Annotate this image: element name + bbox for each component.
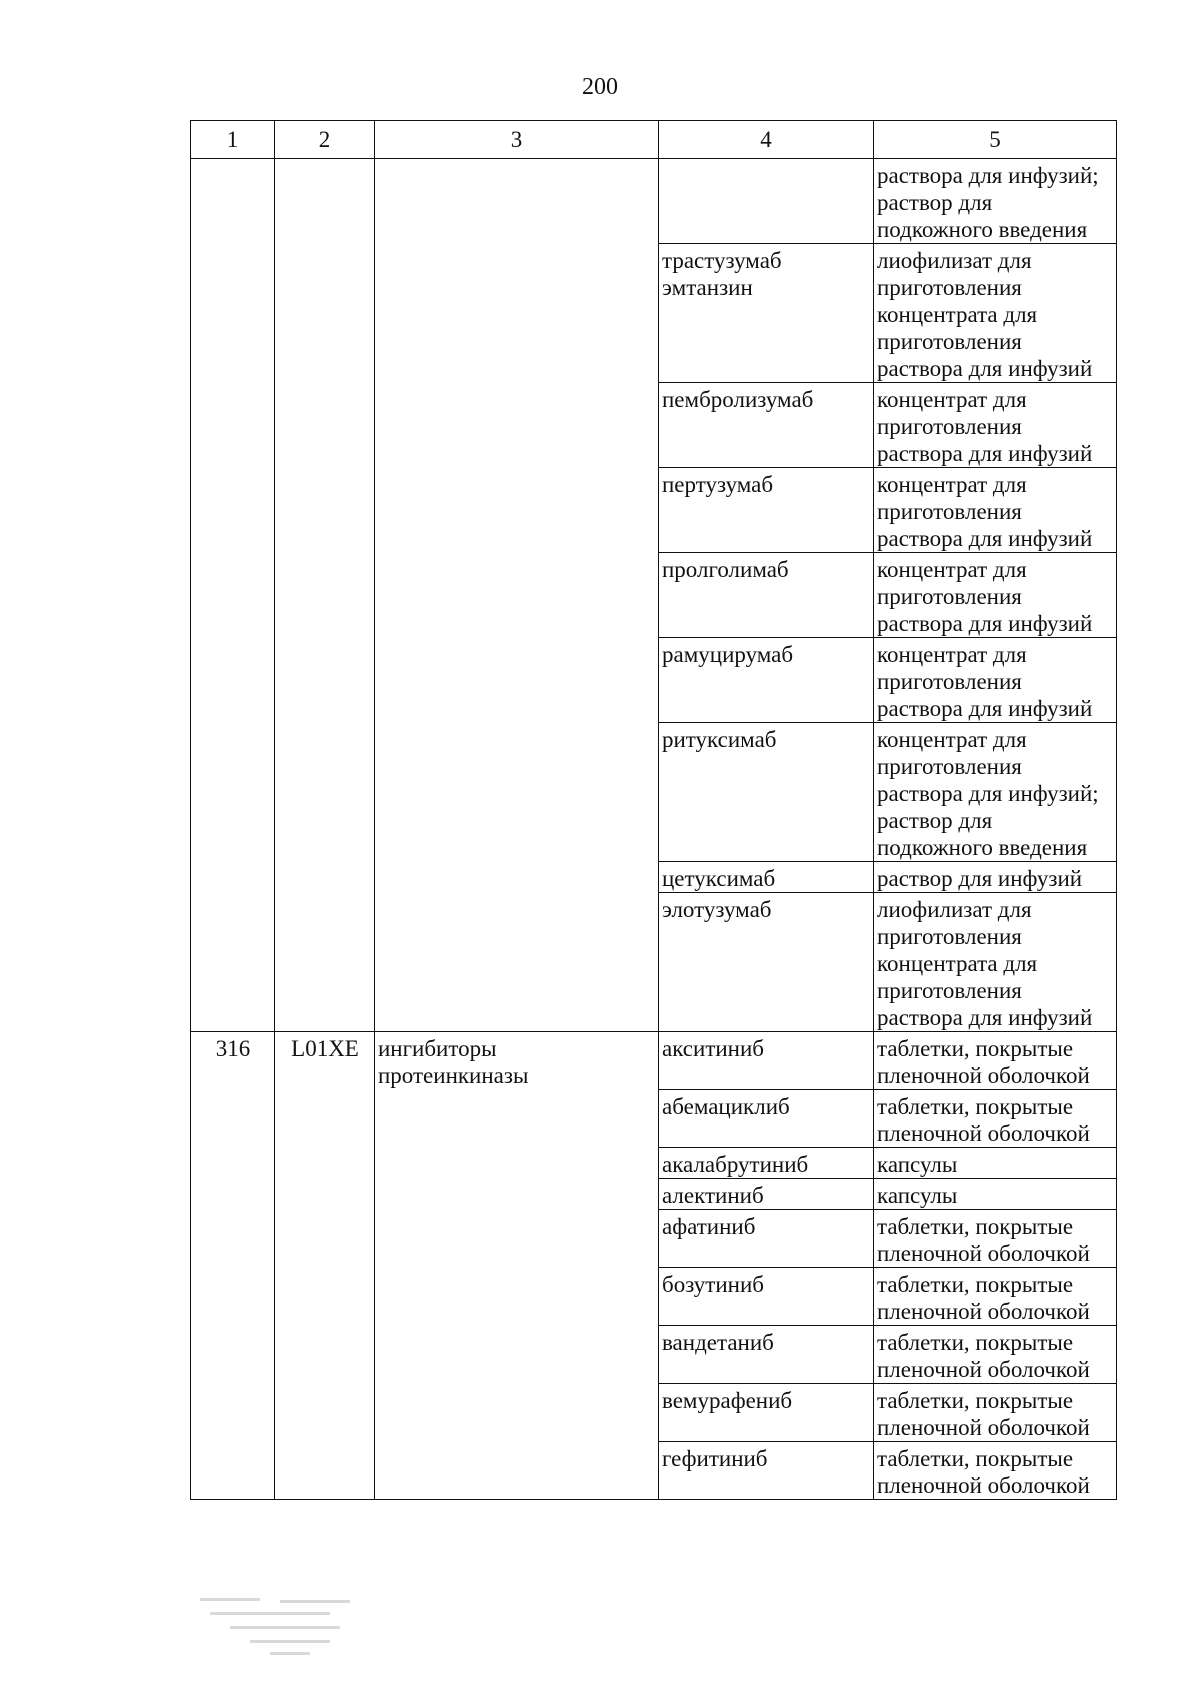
dosage-form-cell: концентрат для приготовления раствора для инфузий xyxy=(874,553,1117,638)
atc-code-cell: L01XE xyxy=(275,1032,375,1500)
drug-name-cell: гефитиниб xyxy=(659,1442,874,1500)
row-number-cell: 316 xyxy=(191,1032,275,1500)
dosage-form-cell: таблетки, покрытые пленочной оболочкой xyxy=(874,1090,1117,1148)
dosage-form-cell: таблетки, покрытые пленочной оболочкой xyxy=(874,1032,1117,1090)
drug-name-cell: акситиниб xyxy=(659,1032,874,1090)
dosage-form-cell: концентрат для приготовления раствора для инфузий xyxy=(874,383,1117,468)
group-name-cell xyxy=(375,159,659,1032)
medication-table xyxy=(190,120,1117,1500)
table-header-row xyxy=(191,121,1117,159)
dosage-form-cell: капсулы xyxy=(874,1179,1117,1210)
dosage-form-cell: таблетки, покрытые пленочной оболочкой xyxy=(874,1384,1117,1442)
dosage-form-cell: раствор для инфузий xyxy=(874,862,1117,893)
drug-name-cell: вемурафениб xyxy=(659,1384,874,1442)
drug-name-cell: пролголимаб xyxy=(659,553,874,638)
drug-name-cell: абемациклиб xyxy=(659,1090,874,1148)
dosage-form-cell: лиофилизат для приготовления концентрата для приготовления раствора для инфузий xyxy=(874,244,1117,383)
drug-name-cell xyxy=(659,159,874,244)
header-col-4: 4 xyxy=(659,121,874,159)
drug-name-cell: афатиниб xyxy=(659,1210,874,1268)
drug-name-cell: акалабрутиниб xyxy=(659,1148,874,1179)
drug-name-cell: бозутиниб xyxy=(659,1268,874,1326)
dosage-form-cell: концентрат для приготовления раствора для инфузий xyxy=(874,638,1117,723)
faint-stamp-mark xyxy=(190,1592,370,1664)
drug-name-cell: пертузумаб xyxy=(659,468,874,553)
drug-name-cell: элотузумаб xyxy=(659,893,874,1032)
header-col-3: 3 xyxy=(375,121,659,159)
dosage-form-cell: таблетки, покрытые пленочной оболочкой xyxy=(874,1268,1117,1326)
header-col-2: 2 xyxy=(275,121,375,159)
header-col-1: 1 xyxy=(191,121,275,159)
drug-name-cell: рамуцирумаб xyxy=(659,638,874,723)
drug-name-cell: ритуксимаб xyxy=(659,723,874,862)
dosage-form-cell: концентрат для приготовления раствора для инфузий; раствор для подкожного введения xyxy=(874,723,1117,862)
table-row xyxy=(191,1032,1117,1090)
atc-code-cell xyxy=(275,159,375,1032)
table-row xyxy=(191,159,1117,244)
group-name-cell: ингибиторы протеинкиназы xyxy=(375,1032,659,1500)
dosage-form-cell: капсулы xyxy=(874,1148,1117,1179)
dosage-form-cell: концентрат для приготовления раствора для инфузий xyxy=(874,468,1117,553)
header-col-5: 5 xyxy=(874,121,1117,159)
dosage-form-cell: таблетки, покрытые пленочной оболочкой xyxy=(874,1326,1117,1384)
row-number-cell xyxy=(191,159,275,1032)
page-number: 200 xyxy=(582,74,618,100)
drug-name-cell: алектиниб xyxy=(659,1179,874,1210)
dosage-form-cell: раствора для инфузий; раствор для подкожного введения xyxy=(874,159,1117,244)
dosage-form-cell: таблетки, покрытые пленочной оболочкой xyxy=(874,1210,1117,1268)
dosage-form-cell: лиофилизат для приготовления концентрата для приготовления раствора для инфузий xyxy=(874,893,1117,1032)
drug-name-cell: пембролизумаб xyxy=(659,383,874,468)
dosage-form-cell: таблетки, покрытые пленочной оболочкой xyxy=(874,1442,1117,1500)
drug-name-cell: вандетаниб xyxy=(659,1326,874,1384)
drug-name-cell: цетуксимаб xyxy=(659,862,874,893)
drug-name-cell: трастузумаб эмтанзин xyxy=(659,244,874,383)
